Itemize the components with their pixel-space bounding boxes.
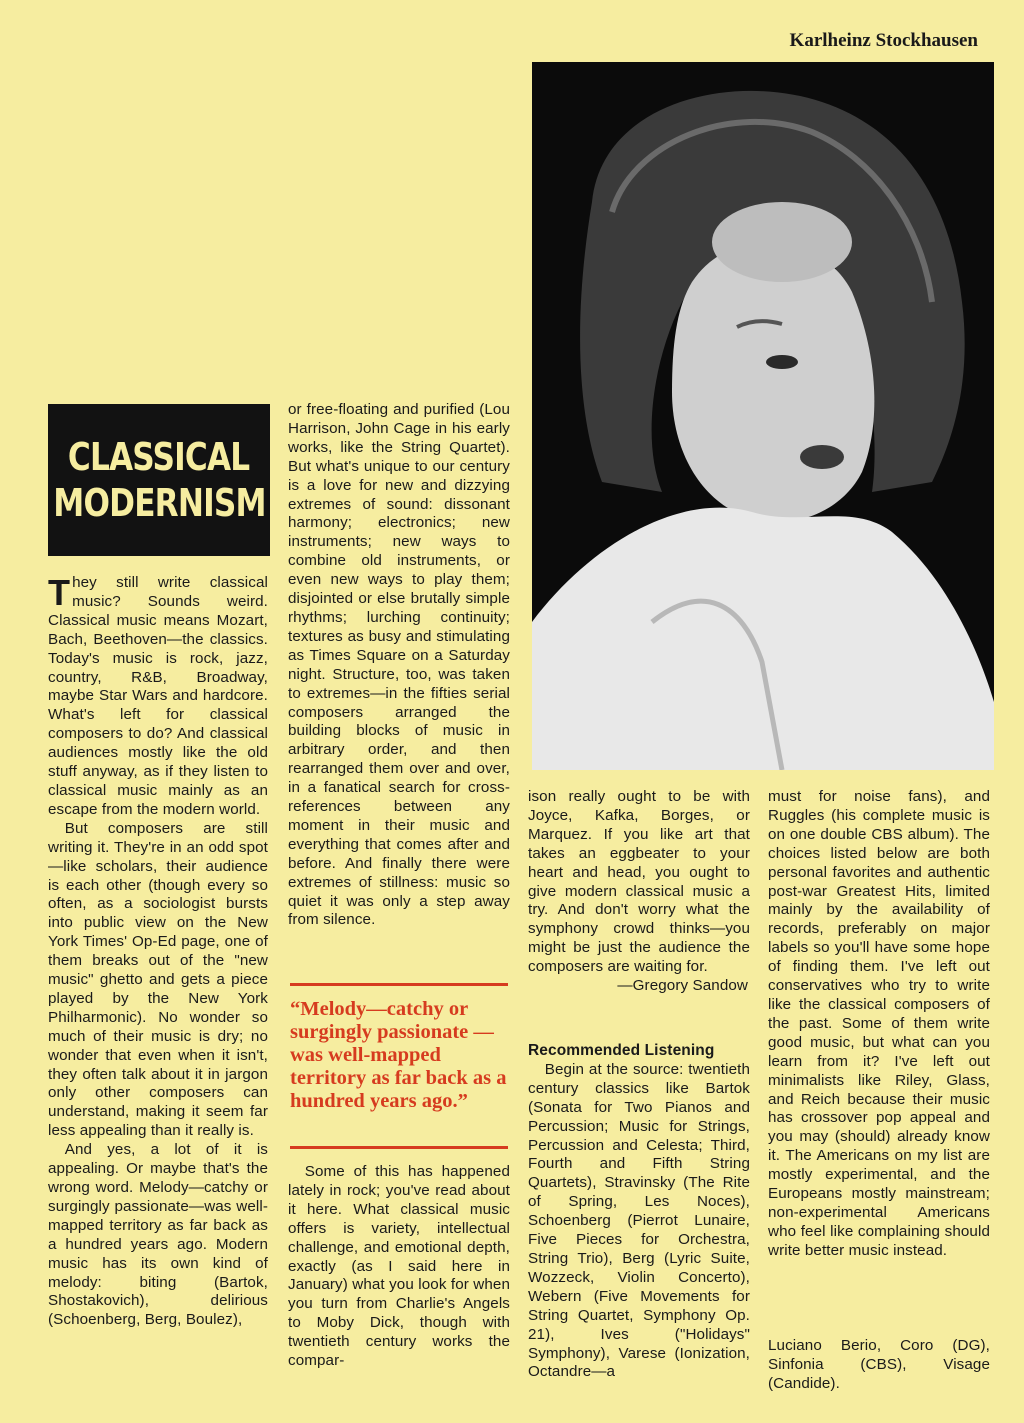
paragraph: must for noise fans), and Ruggles (his complete music is on one double CBS album). The choices listed below are both personal favorites and authentic post-war Greatest Hits, limited mainly by the availability of records, preferably on major labels so you'll have some hope of finding them. I've left out conservatives who try to write like the classical composers of the past. Some of them write good music, but what can you learn from it? I've left out minimalists like Riley, Glass, and Reich because their music has crossover pop appeal and you may (should) already know it. The Americans on my list are mostly experimental, and the Europeans mostly mainstream; non-experimental Americans who feel like complaining should write better music instead. [768, 788, 990, 1259]
headline [48, 404, 270, 556]
headline-line-2: MODERNISM [52, 481, 266, 525]
pullquote-rule-top [290, 983, 508, 986]
column-2-top [288, 401, 510, 930]
photo-caption: Karlheinz Stockhausen [789, 30, 978, 51]
paragraph: But composers are still writing it. They're in an odd spot—like scholars, their audience is each other (though every so often, as a sociologist bursts into public view on the New York Times' Op-Ed page, one of them breaks out of the "new music" ghetto and gets a piece played by the New York Philharmonic). No wonder so much of their music is dry; no wonder that even when it isn't, they often talk about it in jargon only other composers can understand, making it seem far less appealing than it really is. [48, 819, 268, 1140]
pullquote: “Melody—catchy or surgingly passionate —was well-mapped territory as far back as a hundred years ago.” [290, 998, 507, 1112]
column-3-bottom [528, 1042, 750, 1382]
column-2-bottom [288, 1163, 510, 1371]
column-4-top [768, 788, 990, 1261]
paragraph: ison really ought to be with Joyce, Kafka, Borges, or Marquez. If you like art that takes an eggbeater to your heart and head, you ought to give modern classical music a try. And don't worry what the symphony crowd thinks—you might be just the audience the composers are waiting for. [528, 788, 750, 976]
portrait-photo [532, 62, 994, 770]
column-4-bottom [768, 1337, 990, 1394]
paragraph: or free-floating and purified (Lou Harrison, John Cage in his early works, like the String Quartet). But what's unique to our century is a love for new and dizzying extremes of sound: dissonant harmony; electronics; new instruments; new ways to combine old instruments, or even new ways to play them; disjointed or else brutally simple rhythms; lurching continuity; textures as busy and stimulating as Times Square on a Saturday night. Structure, too, was taken to extremes—in the fifties serial composers arranged the building blocks of music in arbitrary order, and then rearranged them over and over, in a fanatical search for cross-references between any moment in their music and everything that comes after and before. And finally there were extremes of stillness: music so quiet it was only a step away from silence. [288, 401, 510, 929]
paragraph: Some of this has happened lately in rock; you've read about it here. What classical music offers is variety, intellectual challenge, and emotional depth, exactly (as I said here in January) what you look for when you turn from Charlie's Angels to Moby Dick, though with twentieth century works the compar- [288, 1163, 510, 1370]
listing-entry: Luciano Berio, Coro (DG), Sinfonia (CBS), Visage (Candide). [768, 1337, 990, 1392]
column-1 [48, 574, 268, 1330]
section-heading: Recommended Listening [528, 1042, 715, 1059]
paragraph [48, 574, 268, 820]
drop-cap: T [48, 572, 71, 613]
paragraph: And yes, a lot of it is appealing. Or maybe that's the wrong word. Melody—catchy or surgingly passionate—was well-mapped territory as far back as a hundred years ago. Modern music has its own kind of melody: biting (Bartok, Shostakovich), delirious (Schoenberg, Berg, Boulez), [48, 1141, 268, 1329]
paragraph: Begin at the source: twentieth century classics like Bartok (Sonata for Two Pianos and Percussion; Music for Strings, Percussion and Celesta; Third, Fourth and Fifth String Quartets), Stravinsky (The Rite of Spring, Les Noces), Schoenberg (Pierrot Lunaire, Five Pieces for Orchestra, String Trio), Berg (Lyric Suite, Wozzeck, Violin Concerto), Webern (Five Movements for String Quartet, Symphony Op. 21), Ives ("Holidays" Symphony), Varese (Ionization, Octandre—a [528, 1060, 750, 1381]
column-3-top [528, 788, 750, 996]
pullquote-rule-bottom [290, 1146, 508, 1149]
headline-line-1: CLASSICAL [68, 435, 250, 479]
byline: —Gregory Sandow [617, 977, 748, 995]
paragraph-text: hey still write classical music? Sounds weird. Classical music means Mozart, Bach, Beethoven—the classics. Today's music is rock, jazz, country, R&B, Broadway, maybe Star Wars and hardcore. What's left for classical composers to do? And classical audiences mostly like the old stuff anyway, as if they listen to classical music mainly as an escape from the modern world. [48, 574, 268, 818]
